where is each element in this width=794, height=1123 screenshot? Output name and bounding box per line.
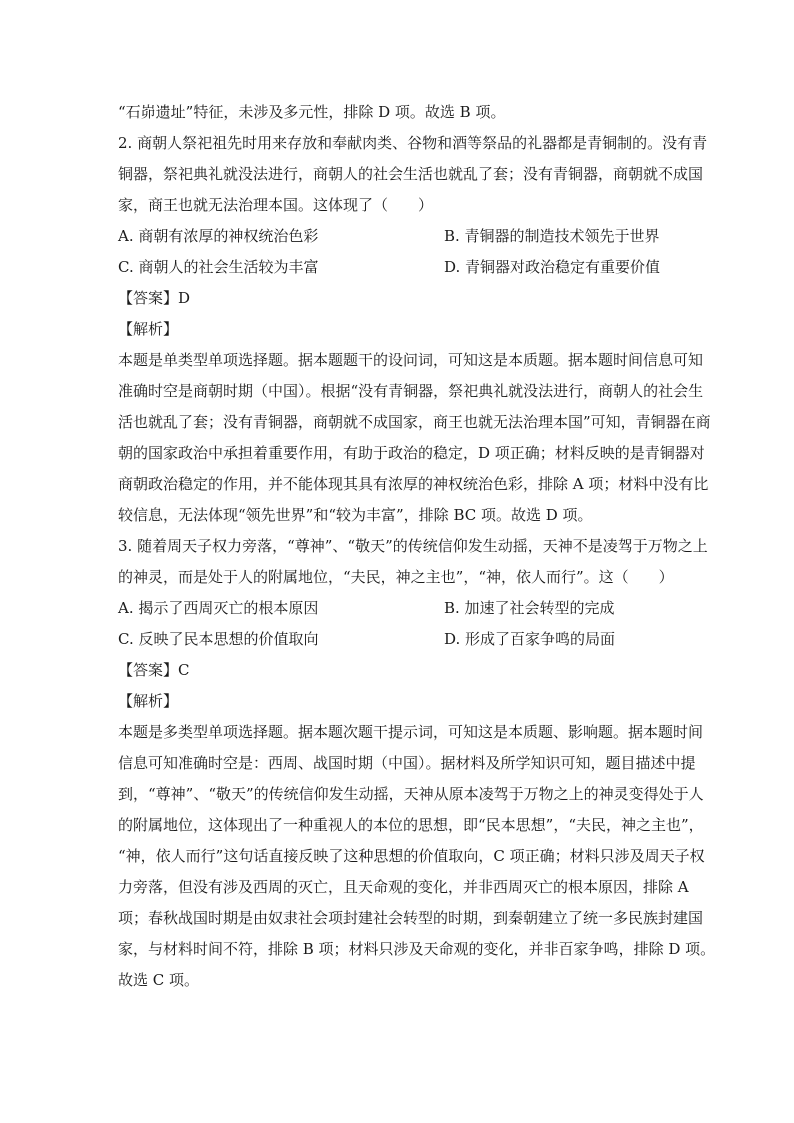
question-3-stem: [118, 531, 708, 593]
question-2-analysis-line: 活也就乱了套；没有青铜器，商朝就不成国家，商王也就无法治理本国”可知，青铜器在商: [118, 413, 711, 431]
q1-analysis-tail: “石峁遗址”特征，未涉及多元性，排除 D 项。故选 B 项。: [118, 103, 506, 121]
question-3-option-b: B. 加速了社会转型的完成: [444, 599, 615, 617]
question-2-analysis-label: 【解析】: [118, 320, 179, 338]
question-3-options: [118, 593, 678, 655]
question-3-analysis-line: 家，与材料时间不符，排除 B 项；材料只涉及天命观的变化，并非百家争鸣，排除 D 项。: [118, 940, 716, 958]
question-3-analysis-line: 项；春秋战国时期是由奴隶社会项封建社会转型的时期，到秦朝建立了统一多民族封建国: [118, 909, 704, 927]
question-3-stem-line: 3. 随着周天子权力旁落，“尊神”、“敬天”的传统信仰发生动摇，天神不是凌驾于万物之上: [118, 537, 708, 555]
question-3-analysis-line: 到，“尊神”、“敬天”的传统信仰发生动摇，天神从原本凌驾于万物之上的神灵变得处于人: [118, 785, 704, 803]
question-2-options: [118, 221, 678, 283]
question-2-analysis-line: 本题是单类型单项选择题。据本题题干的设问词，可知这是本质题。据本题时间信息可知: [118, 351, 704, 369]
question-3-stem-line: 的神灵，而是处于人的附属地位，“夫民，神之主也”，“神，依人而行”。这（ ）: [118, 568, 674, 586]
question-2-analysis-line: 准确时空是商朝时期（中国）。根据“没有青铜器，祭祀典礼就没法进行，商朝人的社会生: [118, 382, 704, 400]
question-2-answer: 【答案】D: [118, 289, 191, 307]
question-2-stem: [118, 128, 708, 221]
question-3-analysis: [118, 717, 716, 996]
question-2-option-c: C. 商朝人的社会生活较为丰富: [118, 258, 319, 276]
question-3-analysis-line: 的附属地位，这体现出了一种重视人的本位的思想，即“民本思想”，“夫民，神之主也”，: [118, 816, 704, 834]
question-3-answer: 【答案】C: [118, 661, 190, 679]
question-2-analysis-line: 较信息，无法体现“领先世界”和“较为丰富”，排除 BC 项。故选 D 项。: [118, 506, 593, 524]
question-2-stem-line: 2. 商朝人祭祀祖先时用来存放和奉献肉类、谷物和酒等祭品的礼器都是青铜制的。没有青: [118, 134, 708, 152]
question-3-analysis-line: 信息可知准确时空是：西周、战国时期（中国）。据材料及所学知识可知，题目描述中提: [118, 754, 696, 772]
question-2-option-d: D. 青铜器对政治稳定有重要价值: [444, 258, 661, 276]
question-3-option-a: A. 揭示了西周灭亡的根本原因: [118, 599, 319, 617]
question-2-option-a: A. 商朝有浓厚的神权统治色彩: [118, 227, 319, 245]
question-2-stem-line: 铜器，祭祀典礼就没法进行，商朝人的社会生活也就乱了套；没有青铜器，商朝就不成国: [118, 165, 704, 183]
question-3: [118, 531, 716, 996]
question-2-option-b: B. 青铜器的制造技术领先于世界: [444, 227, 660, 245]
question-2: [118, 128, 711, 531]
question-2-analysis: [118, 345, 711, 531]
question-2-analysis-line: 朝的国家政治中承担着重要作用，有助于政治的稳定，D 项正确；材料反映的是青铜器对: [118, 444, 705, 462]
page-content: [118, 97, 716, 996]
question-2-stem-line: 家，商王也就无法治理本国。这体现了（ ）: [118, 196, 434, 214]
question-3-analysis-line: 本题是多类型单项选择题。据本题次题干提示词，可知这是本质题、影响题。据本题时间: [118, 723, 704, 741]
question-3-option-d: D. 形成了百家争鸣的局面: [444, 630, 616, 648]
question-3-analysis-label: 【解析】: [118, 692, 179, 710]
question-3-analysis-line: “神，依人而行”这句话直接反映了这种思想的价值取向，C 项正确；材料只涉及周天子权: [118, 847, 705, 865]
question-3-analysis-line: 故选 C 项。: [118, 971, 200, 989]
question-2-analysis-line: 商朝政治稳定的作用，并不能体现其具有浓厚的神权统治色彩，排除 A 项；材料中没有比: [118, 475, 709, 493]
question-3-analysis-line: 力旁落，但没有涉及西周的灭亡，且天命观的变化，并非西周灭亡的根本原因，排除 A: [118, 878, 689, 896]
question-3-option-c: C. 反映了民本思想的价值取向: [118, 630, 319, 648]
